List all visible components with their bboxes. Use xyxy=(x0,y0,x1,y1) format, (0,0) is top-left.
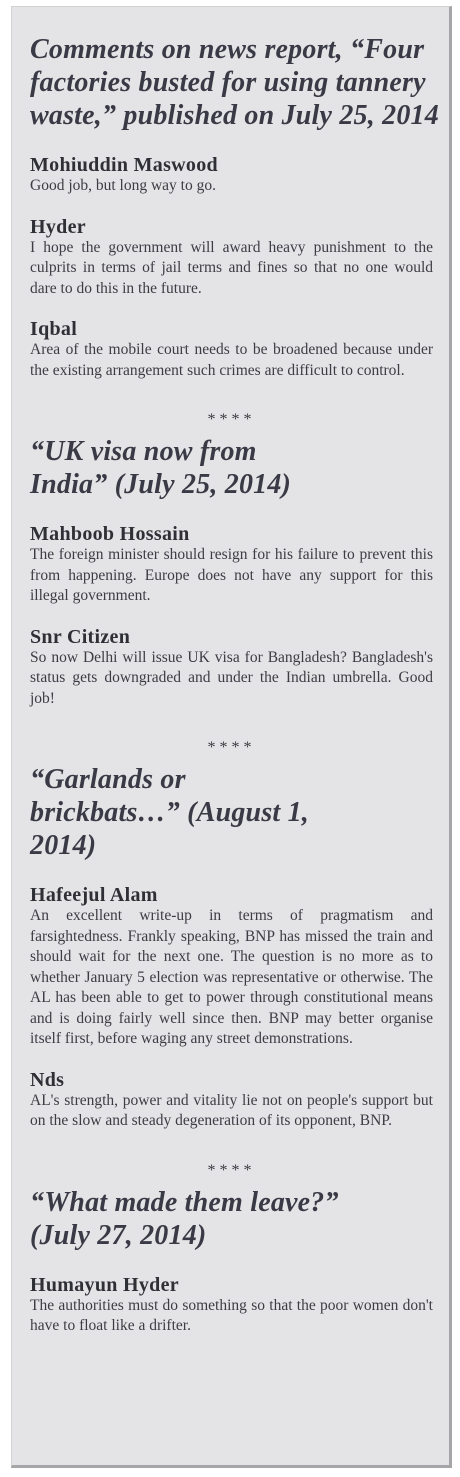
section-separator: **** xyxy=(207,739,256,756)
section-heading: “Garlands or brickbats…” (August 1, 2014) xyxy=(30,764,309,861)
comment xyxy=(30,216,433,300)
section-separator: **** xyxy=(207,411,256,428)
comment-text: The authorities must do something so that the poor women don't have to float like a drifter. xyxy=(30,1296,433,1334)
comment-text: Area of the mobile court needs to be broadened because under the existing arrangement such crimes are difficult to control. xyxy=(30,341,433,379)
comment-author: Snr Citizen xyxy=(30,625,131,648)
comment-text: The foreign minister should resign for his failure to prevent this from happening. Europe does not have any support for this illegal government. xyxy=(30,546,433,604)
comment xyxy=(30,1274,433,1337)
comment-author: Hafeejul Alam xyxy=(30,884,158,906)
comment xyxy=(30,884,433,1050)
section-heading: “UK visa now from India” (July 25, 2014) xyxy=(30,436,292,500)
comment-author: Mohiuddin Maswood xyxy=(30,154,218,176)
comment-author: Nds xyxy=(30,1068,65,1091)
comment-text: An excellent write-up in terms of pragmatism and farsightedness. Frankly speaking, BNP has missed the train and should wait for the next one. The question is no more as to whether January 5 election was representative or otherwise. The AL has been able to get to power through constitutional means and is doing fairly well since then. BNP may better organise itself first, before waging any street demonstrations. xyxy=(30,907,433,1047)
comment xyxy=(30,626,433,710)
section-heading: “What made them leave?” (July 27, 2014) xyxy=(30,1186,339,1251)
comment-text: Good job, but long way to go. xyxy=(30,177,216,194)
section-heading: Comments on news report, “Four factories busted for using tannery waste,” published on July 25, 2014 xyxy=(30,34,439,131)
comment-author: Iqbal xyxy=(30,318,78,340)
comment xyxy=(30,523,433,607)
comment-author: Hyder xyxy=(30,215,86,238)
comment xyxy=(30,318,433,381)
comment-author: Mahboob Hossain xyxy=(30,523,190,545)
comment-text: AL's strength, power and vitality lie not on people's support but on the slow and steady degeneration of its opponent, BNP. xyxy=(30,1091,433,1129)
comments-panel xyxy=(11,6,452,1468)
comment-author: Humayun Hyder xyxy=(30,1273,179,1296)
comment xyxy=(30,1069,433,1132)
section-separator: **** xyxy=(207,1161,256,1179)
comment-text: So now Delhi will issue UK visa for Bangladesh? Bangladesh's status gets downgraded and under the Indian umbrella. Good job! xyxy=(30,648,433,707)
comment xyxy=(30,154,433,197)
comment-text: I hope the government will award heavy punishment to the culprits in terms of jail terms and fines so that no one would dare to do this in the future. xyxy=(30,238,433,297)
